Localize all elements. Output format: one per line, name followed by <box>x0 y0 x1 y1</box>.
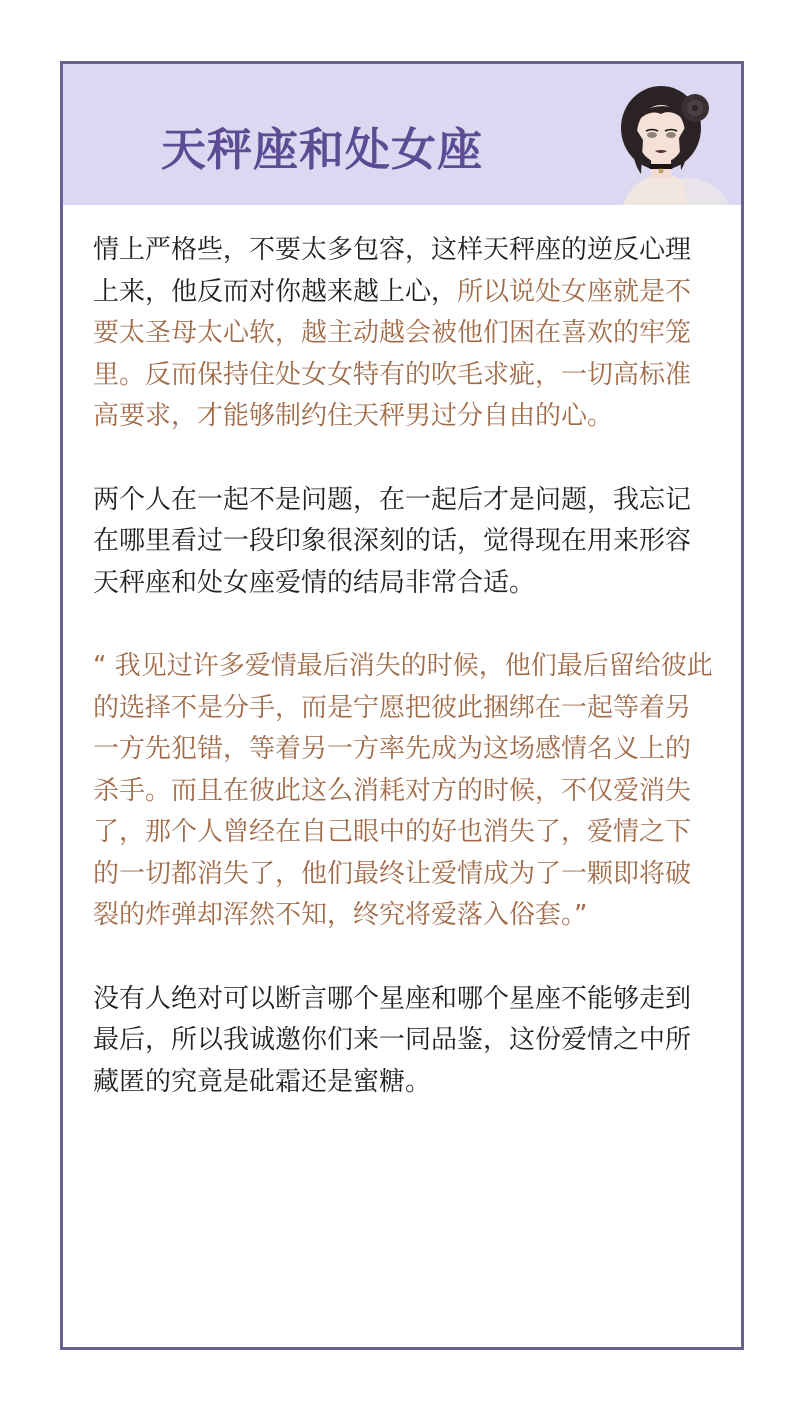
highlighted-text: 裂的炸弹却浑然不知，终究将爱落入俗套。” <box>93 900 588 930</box>
paragraph <box>93 646 718 937</box>
highlighted-text: 里。反而保持住处女女特有的吹毛求疵，一切高标准 <box>93 359 692 390</box>
header-banner <box>63 64 741 205</box>
page-title: 天秤座和处女座 <box>161 123 484 176</box>
text-line <box>93 646 718 688</box>
body-text: 上来，他反而对你越来越上心， <box>93 276 458 307</box>
highlighted-text: 高要求，才能够制约住天秤男过分自由的心。 <box>93 401 614 431</box>
body-text: 两个人在一起不是问题，在一起后才是问题，我忘记 <box>93 484 692 515</box>
text-line <box>93 771 718 813</box>
text-line <box>93 230 718 272</box>
paragraph-gap <box>93 604 718 646</box>
avatar-illustration <box>583 78 733 205</box>
text-line <box>93 355 718 397</box>
highlighted-text: 要太圣母太心软，越主动越会被他们困在喜欢的牢笼 <box>93 318 692 348</box>
text-line <box>93 729 718 771</box>
text-line <box>93 1062 718 1104</box>
text-line <box>93 812 718 854</box>
paragraph <box>93 230 718 438</box>
body-text: 没有人绝对可以断言哪个星座和哪个星座不能够走到 <box>93 983 692 1014</box>
text-line <box>93 272 718 314</box>
text-line <box>93 979 718 1021</box>
body-text: 藏匿的究竟是砒霜还是蜜糖。 <box>93 1066 432 1097</box>
highlighted-text: 的一切都消失了，他们最终让爱情成为了一颗即将破 <box>93 858 692 889</box>
highlighted-text: 了，那个人曾经在自己眼中的好也消失了，爱情之下 <box>93 817 692 847</box>
text-line <box>93 688 718 730</box>
text-line <box>93 313 718 355</box>
text-line <box>93 480 718 522</box>
paragraph-gap <box>93 438 718 480</box>
highlighted-text: 所以说处女座就是不 <box>457 276 692 307</box>
article-body <box>93 230 718 1103</box>
paragraph <box>93 480 718 605</box>
text-line <box>93 396 718 438</box>
highlighted-text: 的选择不是分手，而是宁愿把彼此捆绑在一起等着另 <box>93 692 692 723</box>
text-line <box>93 895 718 937</box>
text-line <box>93 854 718 896</box>
highlighted-text: “ 我见过许多爱情最后消失的时候，他们最后留给彼此 <box>93 651 713 681</box>
paragraph-gap <box>93 937 718 979</box>
paragraph <box>93 979 718 1104</box>
body-text: 在哪里看过一段印象很深刻的话，觉得现在用来形容 <box>93 526 692 556</box>
highlighted-text: 一方先犯错，等着另一方率先成为这场感情名义上的 <box>93 734 692 764</box>
text-line <box>93 521 718 563</box>
text-line <box>93 563 718 605</box>
text-line <box>93 1020 718 1062</box>
article-frame <box>60 61 744 1350</box>
body-text: 天秤座和处女座爱情的结局非常合适。 <box>93 567 536 598</box>
body-text: 最后，所以我诚邀你们来一同品鉴，这份爱情之中所 <box>93 1025 692 1055</box>
highlighted-text: 杀手。而且在彼此这么消耗对方的时候，不仅爱消失 <box>93 775 692 806</box>
body-text: 情上严格些，不要太多包容，这样天秤座的逆反心理 <box>93 235 692 265</box>
